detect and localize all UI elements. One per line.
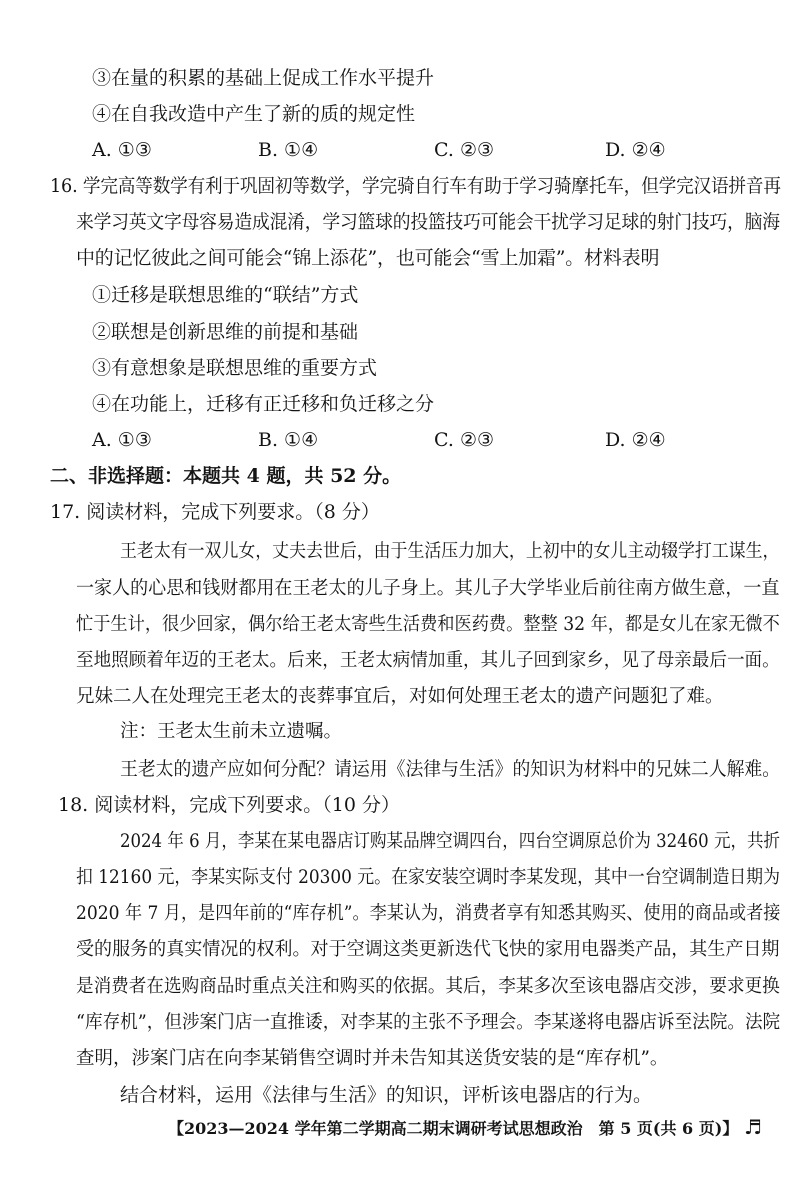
q17-material-line-1: 王老太有一双儿女，丈夫去世后，由于生活压力加大，上初中的女儿主动辍学打工谋生， <box>120 541 780 562</box>
q16-option-item-3: ③有意想象是联想思维的重要方式 <box>92 357 378 379</box>
q17-note: 注：王老太生前未立遗嘱。 <box>120 721 343 742</box>
q15-choice-c: C. ②③ <box>434 139 495 161</box>
music-note-icon: ♬ <box>744 1115 762 1139</box>
section-2-heading: 二、非选择题：本题共 4 题，共 52 分。 <box>50 465 402 487</box>
q18-material-line-3: 2020 年 7 月，是四年前的“库存机”。李某认为，消费者享有知悉其购买、使用的商品或者接 <box>76 903 781 924</box>
q18-material-line-2: 扣 12160 元，李某实际支付 20300 元。在家安装空调时李某发现，其中一台空调制造日期为 <box>76 867 780 888</box>
q17-title: 17. 阅读材料，完成下列要求。（8 分） <box>50 501 380 523</box>
q18-material-line-7: 查明，涉案门店在向李某销售空调时并未告知其送货安装的是“库存机”。 <box>76 1048 669 1069</box>
q18-material-line-1: 2024 年 6 月，李某在某电器店订购某品牌空调四台，四台空调原总价为 32460 元，共折 <box>120 831 781 852</box>
q18-question: 结合材料，运用《法律与生活》的知识，评析该电器店的行为。 <box>120 1084 653 1106</box>
q15-option-item-4: ④在自我改造中产生了新的质的规定性 <box>92 103 416 125</box>
q16-option-item-1: ①迁移是联想思维的“联结”方式 <box>92 284 359 306</box>
q16-choice-d: D. ②④ <box>605 429 666 451</box>
q16-stem-line-3: 中的记忆彼此之间可能会“锦上添花”，也可能会“雪上加霜”。材料表明 <box>76 247 660 269</box>
q17-material-line-3: 忙于生计，很少回家，偶尔给王老太寄些生活费和医药费。整整 32 年，都是女儿在家无微不 <box>76 614 780 635</box>
q17-material-line-5: 兄妹二人在处理完王老太的丧葬事宜后，对如何处理王老太的遗产问题犯了难。 <box>76 686 724 707</box>
q16-option-item-4: ④在功能上，迁移有正迁移和负迁移之分 <box>92 393 435 415</box>
q16-option-item-2: ②联想是创新思维的前提和基础 <box>92 321 359 343</box>
q15-choice-d: D. ②④ <box>605 139 666 161</box>
q18-material-line-5: 是消费者在选购商品时重点关注和购买的依据。其后，李某多次至该电器店交涉，要求更换 <box>76 976 780 997</box>
q16-choice-b: B. ①④ <box>258 429 319 451</box>
q18-material-line-4: 受的服务的真实情况的权利。对于空调这类更新迭代飞快的家用电器类产品，其生产日期 <box>76 939 780 960</box>
q15-choice-a: A. ①③ <box>92 139 152 161</box>
q16-choice-c: C. ②③ <box>434 429 495 451</box>
q16-stem-line-1: 16. 学完高等数学有利于巩固初等数学，学完骑自行车有助于学习骑摩托车，但学完汉语拼音再 <box>50 175 781 197</box>
page-footer: 【2023—2024 学年第二学期高二期末调研考试思想政治 第 5 页(共 6 页)】 <box>168 1119 739 1138</box>
q15-choice-b: B. ①④ <box>258 139 319 161</box>
q16-stem-line-2: 来学习英文字母容易造成混淆，学习篮球的投篮技巧可能会干扰学习足球的射门技巧，脑海 <box>76 211 780 233</box>
q15-option-item-3: ③在量的积累的基础上促成工作水平提升 <box>92 67 435 89</box>
q17-material-line-2: 一家人的心思和钱财都用在王老太的儿子身上。其儿子大学毕业后前往南方做生意，一直 <box>76 578 780 599</box>
q17-material-line-4: 至地照顾着年迈的王老太。后来，王老太病情加重，其儿子回到家乡，见了母亲最后一面。 <box>76 650 780 671</box>
q18-title: 18. 阅读材料，完成下列要求。（10 分） <box>58 794 400 816</box>
q16-choice-a: A. ①③ <box>92 429 152 451</box>
q18-material-line-6: “库存机”，但涉案门店一直推诿，对李某的主张不予理会。李某遂将电器店诉至法院。法院 <box>76 1012 781 1033</box>
q17-question: 王老太的遗产应如何分配？请运用《法律与生活》的知识为材料中的兄妹二人解难。 <box>120 758 781 780</box>
